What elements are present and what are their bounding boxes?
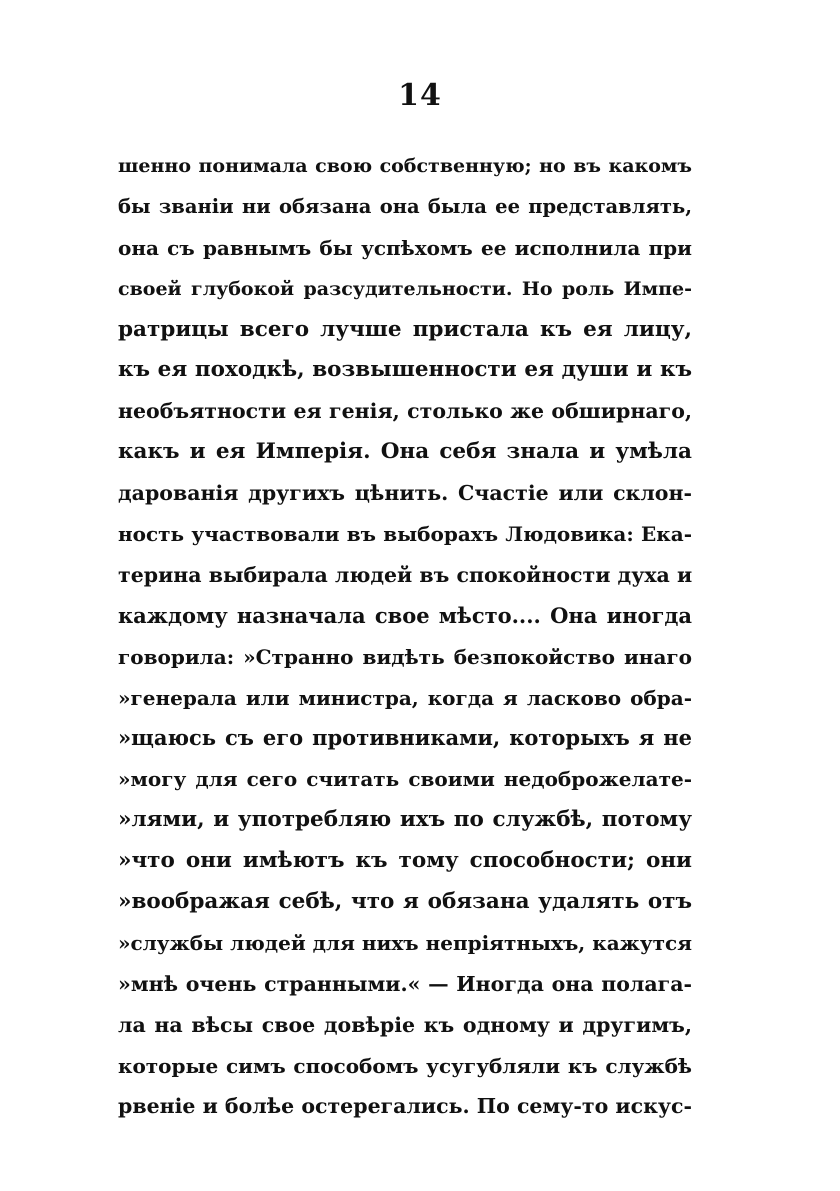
text-line: къ ея походкѣ, возвышенности ея души и къ (118, 357, 692, 383)
text-line: »могу для сего считать своими недоброжелате- (118, 767, 692, 792)
text-line: каждому назначала свое мѣсто.... Она иногда (118, 602, 692, 628)
text-line: говорила: »Странно видѣть безпокойство инаго (118, 644, 692, 669)
text-line: она съ равнымъ бы успѣхомъ ее исполнила при (118, 235, 692, 260)
text-line: »мнѣ очень странными.« — Иногда она полага- (118, 971, 692, 996)
text-line: шенно понимала свою собственную; но въ какомъ (118, 155, 692, 177)
text-line: »генерала или министра, когда я ласково обра- (118, 685, 692, 710)
text-line: необъятности ея генія, столько же обширнаго, (118, 399, 692, 424)
text-line: »службы людей для нихъ непріятныхъ, кажутся (118, 930, 692, 955)
text-line: »щаюсь съ его противниками, которыхъ я не (118, 725, 692, 751)
text-line: ность участвовали въ выборахъ Людовика: Ека- (118, 522, 692, 547)
text-line: бы званіи ни обязана она была ее представлять, (118, 194, 692, 218)
text-line: которые симъ способомъ усугубляли къ службѣ (118, 1053, 692, 1078)
text-line: »воображая себѣ, что я обязана удалять отъ (118, 889, 692, 915)
body-text (118, 146, 692, 1127)
text-line: ратрицы всего лучше пристала къ ея лицу, (118, 316, 692, 342)
text-line: своей глубокой разсудительности. Но роль Импе- (118, 277, 692, 300)
text-line: дарованія другихъ цѣнить. Счастіе или склон- (118, 481, 692, 506)
text-line: какъ и ея Имперія. Она себя знала и умѣла (118, 439, 692, 465)
page-number: 14 (398, 78, 442, 113)
text-line: рвеніе и болѣе остерегались. По сему-то искус- (118, 1094, 692, 1119)
text-line: »что они имѣютъ къ тому способности; они (118, 848, 692, 874)
text-line: »лями, и употребляю ихъ по службѣ, потому (118, 807, 692, 833)
text-line: ла на вѣсы свое довѣріе къ одному и другимъ, (118, 1012, 692, 1037)
text-line: терина выбирала людей въ спокойности духа и (118, 562, 692, 587)
